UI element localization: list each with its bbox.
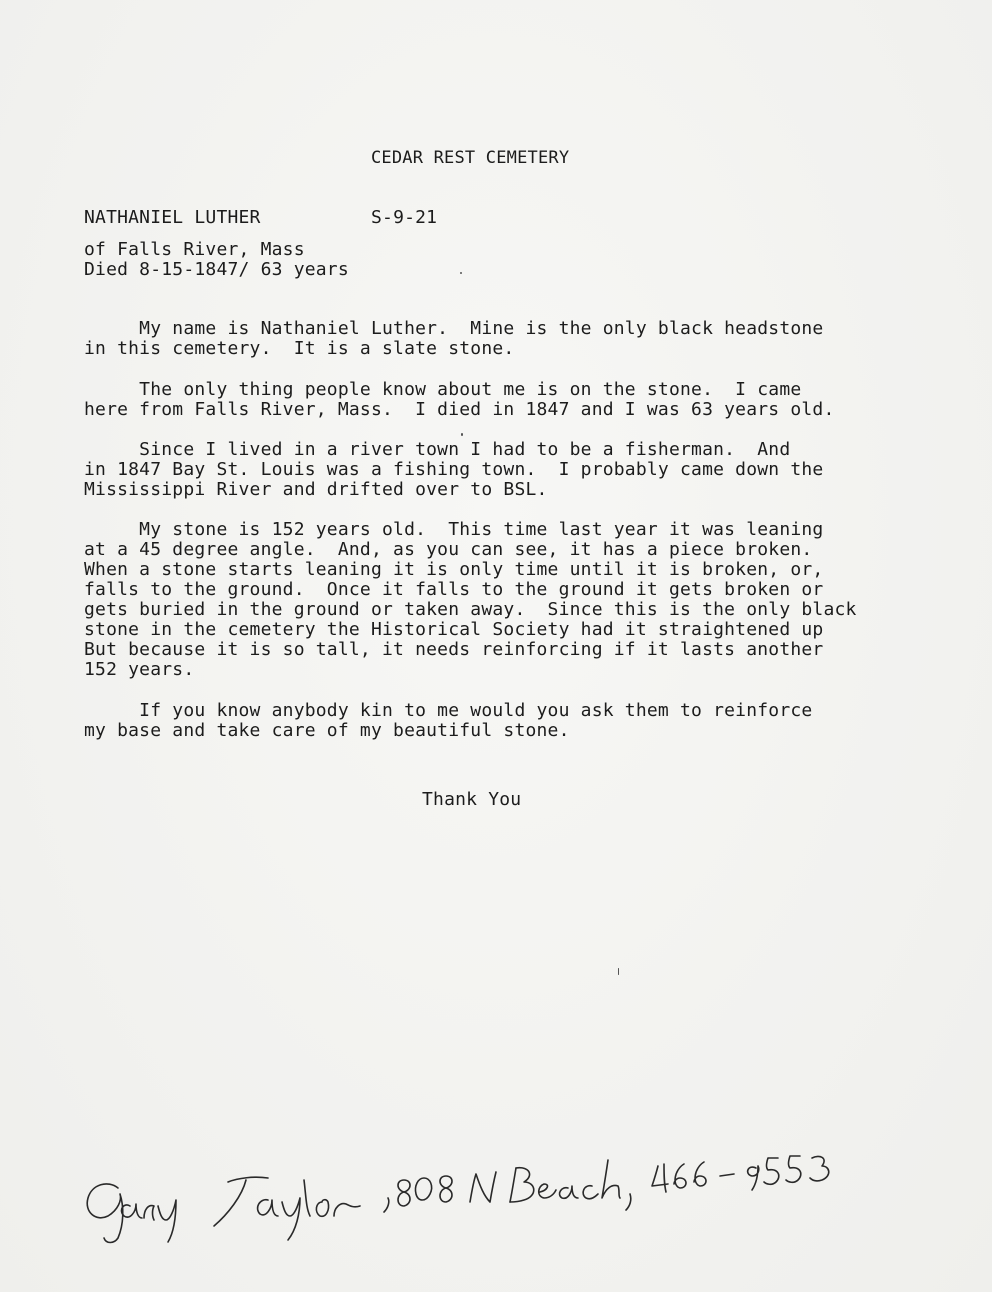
paragraph-line: Mississippi River and drifted over to BSL.	[84, 479, 548, 500]
subject-origin: of Falls River, Mass	[84, 239, 305, 260]
paragraph-line: But because it is so tall, it needs reinforcing if it lasts another	[84, 639, 824, 660]
paragraph-1	[84, 319, 954, 359]
paragraph-line: in 1847 Bay St. Louis was a fishing town. I probably came down the	[84, 459, 824, 480]
handwritten-signature	[78, 1140, 838, 1250]
paragraph-line: stone in the cemetery the Historical Society had it straightened up	[84, 619, 824, 640]
paragraph-5	[84, 701, 954, 741]
paragraph-line: here from Falls River, Mass. I died in 1847 and I was 63 years old.	[84, 399, 835, 420]
paragraph-line: gets buried in the ground or taken away. Since this is the only black	[84, 599, 857, 620]
paragraph-line: My name is Nathaniel Luther. Mine is the only black headstone	[84, 318, 824, 339]
scan-speck	[618, 968, 619, 975]
paragraph-line: 152 years.	[84, 659, 195, 680]
paragraph-2	[84, 380, 954, 420]
paragraph-line: My stone is 152 years old. This time last year it was leaning	[84, 519, 824, 540]
scan-speck	[461, 433, 463, 436]
paragraph-3	[84, 440, 954, 500]
paragraph-line: at a 45 degree angle. And, as you can see, it has a piece broken.	[84, 539, 813, 560]
subject-name: NATHANIEL LUTHER	[84, 207, 261, 228]
paragraph-4	[84, 520, 954, 680]
subject-death-info: Died 8-15-1847/ 63 years	[84, 259, 349, 280]
document-title: CEDAR REST CEMETERY	[371, 148, 570, 168]
paragraph-line: in this cemetery. It is a slate stone.	[84, 338, 515, 359]
plot-code: S-9-21	[371, 207, 438, 228]
paragraph-line: falls to the ground. Once it falls to the ground it gets broken or	[84, 579, 824, 600]
paragraph-line: When a stone starts leaning it is only time until it is broken, or,	[84, 559, 824, 580]
paragraph-line: my base and take care of my beautiful stone.	[84, 720, 570, 741]
paragraph-line: Since I lived in a river town I had to be a fisherman. And	[84, 439, 791, 460]
closing: Thank You	[422, 789, 522, 810]
paragraph-line: If you know anybody kin to me would you ask them to reinforce	[84, 700, 813, 721]
paragraph-line: The only thing people know about me is on the stone. I came	[84, 379, 802, 400]
scan-speck	[460, 272, 462, 274]
